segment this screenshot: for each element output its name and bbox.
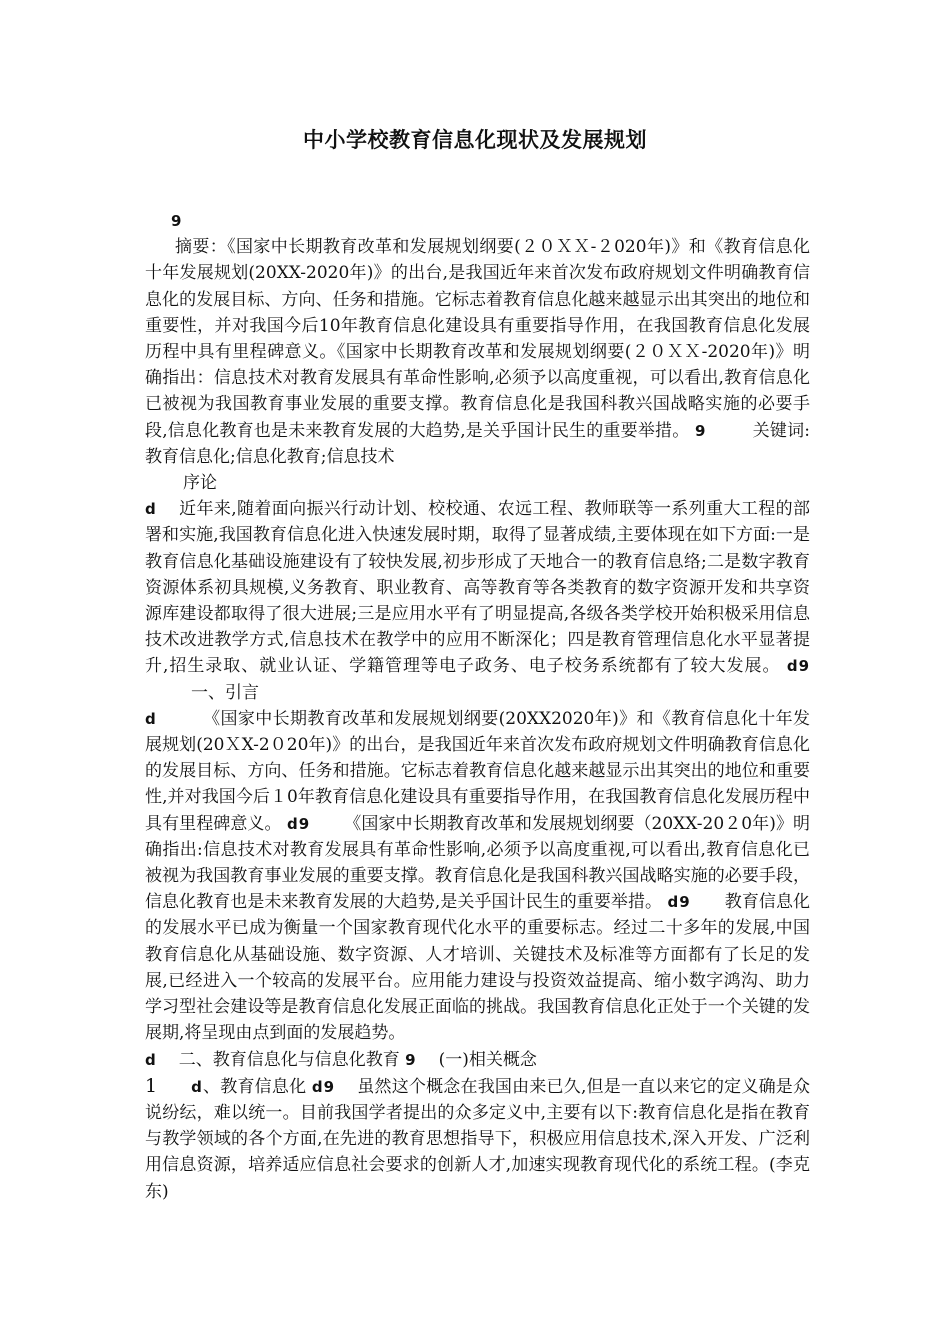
paragraph-mark-icon: 9: [695, 421, 707, 440]
paragraph-mark-icon: d9: [667, 893, 691, 912]
paragraph-mark-icon: d9: [311, 1077, 336, 1096]
paragraph-mark-icon: d9: [786, 657, 811, 676]
section2-heading: 二、教育信息化与信息化教育: [178, 1049, 400, 1070]
preface-heading-text: 序论: [183, 473, 217, 494]
abstract-text: 《国家中长期教育改革和发展规划纲要(２０ＸＸ-２020年)》和《教育信息化十年发展规划(20XX-2020年)》的出台,是我国近年来首次发布政府规划文件明确教育信息化的发展目标、方向、任务和措施。它标志着教育信息化越来越显示出其突出的地位和重要性，并对我国今后10年教育信息化建设具有重要指导作用，在我国教育信息化发展历程中具有里程碑意义。《国家中长期教育改革和发展规划纲要(２０ＸＸ-2020年)》明确指出：信息技术对教育发展具有革命性影响,必须予以高度重视，可以看出,教育信息化已被视为我国教育事业发展的重要支撑。教育信息化是我国科教兴国战略实施的必要手段,信息化教育也是未来教育发展的大趋势,是关乎国计民生的重要举措。: [145, 237, 810, 441]
paragraph-mark-icon: d: [145, 1050, 157, 1069]
paragraph-mark-icon: d9: [287, 814, 311, 833]
document-title: 中小学校教育信息化现状及发展规划: [303, 127, 647, 152]
item-text: 虽然这个概念在我国由来已久,但是一直以来它的定义确是众说纷纭，难以统一。目前我国学者提出的众多定义中,主要有以下:教育信息化是指在教育与教学领域的各个方面,在先进的教育思想指导下，积极应用信息技术,深入开发、广泛利用信息资源，培养适应信息社会要求的创新人才,加速实现教育现代化的系统工程。(李克东): [145, 1076, 811, 1202]
section1-para3: 教育信息化的发展水平已成为衡量一个国家教育现代化水平的重要标志。经过二十多年的发展,中国教育信息化从基础设施、数字资源、人才培训、关键技术及标准等方面都有了长足的发展,已经进入一个较高的发展平台。应用能力建设与投资效益提高、缩小数字鸿沟、助力学习型社会建设等是教育信息化发展正面临的挑战。我国教育信息化正处于一个关键的发展期,将呈现由点到面的发展趋势。: [145, 892, 811, 1044]
section1-paragraph: [145, 706, 810, 1047]
paragraph-mark-icon: d: [191, 1077, 203, 1096]
paragraph-mark-icon: d: [145, 500, 157, 519]
keywords-text: 教育信息化;信息化教育;信息技术: [145, 446, 395, 467]
preface-heading: [145, 470, 810, 496]
preface-paragraph: [145, 496, 810, 706]
item-label: 、教育信息化: [202, 1076, 307, 1097]
section1-para2: 《国家中长期教育改革和发展规划纲要（20XX-20２0年)》明确指出:信息技术对教育发展具有革命性影响,必须予以高度重视,可以看出,教育信息化已被视为我国教育事业发展的重要支撑。教育信息化是我国科教兴国战略实施的必要手段，信息化教育也是未来教育发展的大趋势,是关乎国计民生的重要举措。: [145, 813, 811, 913]
section2-heading-line: [145, 1047, 810, 1073]
document-body: [145, 208, 810, 1205]
section2-subheading: (一)相关概念: [438, 1049, 537, 1070]
section1-para1: 《国家中长期教育改革和发展规划纲要(20XX2020年)》和《教育信息化十年发展规划(20ＸX-2０20年)》的出台，是我国近年来首次发布政府规划文件明确教育信息化的发展目标、方向、任务和措施。它标志着教育信息化越来越显示出其突出的地位和重要性,并对我国今后１0年教育信息化建设具有重要指导作用，在我国教育信息化发展历程中具有里程碑意义。: [145, 708, 810, 834]
section1-heading: 一、引言: [191, 682, 259, 703]
preface-text: 近年来,随着面向振兴行动计划、校校通、农远工程、教师联等一系列重大工程的部署和实施,我国教育信息化进入快速发展时期，取得了显著成绩,主要体现在如下方面:一是教育信息化基础设施建设有了较快发展,初步形成了天地合一的教育信息络;二是数字教育资源体系初具规模,义务教育、职业教育、高等教育等各类教育的数字资源开发和共享资源库建设都取得了很大进展;三是应用水平有了明显提高,各级各类学校开始积极采用信息技术改进教学方式,信息技术在教学中的应用不断深化；四是教育管理信息化水平显著提升,招生录取、就业认证、学籍管理等电子政务、电子校务系统都有了较大发展。: [145, 499, 810, 677]
paragraph-mark-icon: 9: [171, 212, 183, 230]
keywords-label: 关键词:: [752, 420, 810, 441]
paragraph-mark-icon: 9: [405, 1050, 417, 1069]
abstract-label: 摘要：: [175, 237, 228, 258]
section2-item-paragraph: [145, 1073, 810, 1205]
item-number: 1: [145, 1074, 158, 1097]
abstract-paragraph: [145, 208, 810, 470]
paragraph-mark-icon: d: [145, 709, 157, 728]
